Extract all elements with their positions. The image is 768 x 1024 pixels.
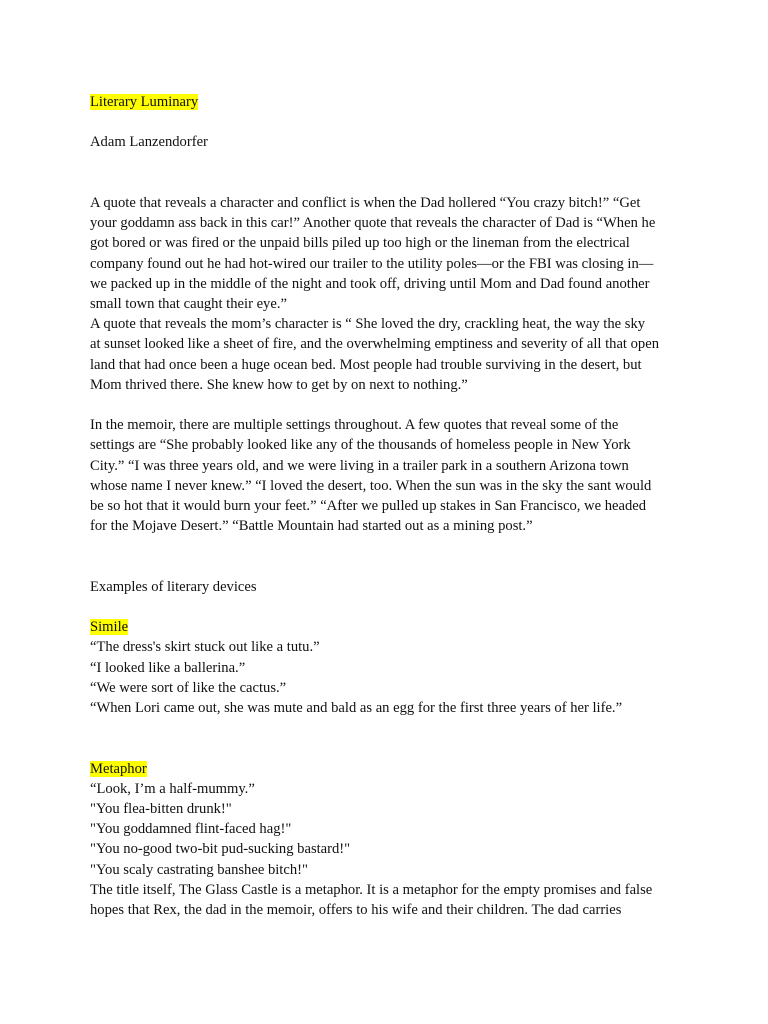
simile-section [90, 617, 690, 718]
paragraph-line: A quote that reveals a character and conflict is when the Dad hollered “You crazy bitch!” “Get [90, 194, 641, 211]
paragraph-line: Mom thrived there. She knew how to get by on next to nothing.” [90, 376, 468, 393]
simile-quote: “The dress's skirt stuck out like a tutu.” [90, 639, 320, 656]
paragraph-line: we packed up in the middle of the night and took off, driving until Mom and Dad found another [90, 275, 650, 292]
metaphor-quote: "You scaly castrating banshee bitch!" [90, 861, 308, 878]
simile-label: Simile [90, 619, 129, 636]
paragraph-line: small town that caught their eye.” [90, 296, 287, 312]
paragraph-line: at sunset looked like a sheet of fire, and the overwhelming emptiness and severity of all that open [90, 336, 659, 353]
author-name: Adam Lanzendorfer [90, 134, 208, 151]
author-block [90, 132, 690, 152]
paragraph-line: hopes that Rex, the dad in the memoir, offers to his wife and their children. The dad carries [90, 902, 622, 919]
paragraph-line: The title itself, The Glass Castle is a metaphor. It is a metaphor for the empty promises and false [90, 881, 653, 898]
paragraph-line: land that had once been a huge ocean bed. Most people had trouble surviving in the desert, but [90, 356, 642, 373]
metaphor-quote: “Look, I’m a half-mummy.” [90, 780, 255, 797]
simile-quote: “When Lori came out, she was mute and bald as an egg for the first three years of her life.” [90, 700, 623, 717]
simile-quote: “We were sort of like the cactus.” [90, 679, 287, 696]
paragraph-characters [90, 193, 690, 395]
title-block [90, 92, 690, 112]
paragraph-settings [90, 415, 690, 536]
document-page [90, 92, 690, 920]
metaphor-section [90, 759, 690, 921]
paragraph-line: got bored or was fired or the unpaid bills piled up too high or the lineman from the electrical [90, 235, 630, 252]
metaphor-quote: "You goddamned flint-faced hag!" [90, 821, 292, 838]
simile-quote: “I looked like a ballerina.” [90, 659, 246, 676]
devices-heading-block [90, 577, 690, 597]
metaphor-quote: "You no-good two-bit pud-sucking bastard!" [90, 841, 351, 858]
metaphor-label: Metaphor [90, 760, 147, 777]
paragraph-line: your goddamn ass back in this car!” Another quote that reveals the character of Dad is “When he [90, 215, 656, 232]
paragraph-line: City.” “I was three years old, and we were living in a trailer park in a southern Arizona town [90, 457, 629, 474]
document-title: Literary Luminary [90, 94, 199, 110]
paragraph-line: In the memoir, there are multiple settings throughout. A few quotes that reveal some of the [90, 417, 619, 434]
paragraph-line: company found out he had hot-wired our trailer to the utility poles—or the FBI was closing in— [90, 255, 654, 272]
paragraph-line: settings are “She probably looked like any of the thousands of homeless people in New York [90, 437, 631, 454]
paragraph-line: A quote that reveals the mom’s character is “ She loved the dry, crackling heat, the way the sky [90, 316, 646, 333]
paragraph-line: be so hot that it would burn your feet.” “After we pulled up stakes in San Francisco, we headed [90, 498, 647, 515]
paragraph-line: whose name I never knew.” “I loved the desert, too. When the sun was in the sky the sant would [90, 477, 652, 494]
metaphor-quote: "You flea-bitten drunk!" [90, 801, 232, 818]
devices-heading: Examples of literary devices [90, 578, 257, 595]
paragraph-line: for the Mojave Desert.” “Battle Mountain had started out as a mining post.” [90, 518, 533, 535]
